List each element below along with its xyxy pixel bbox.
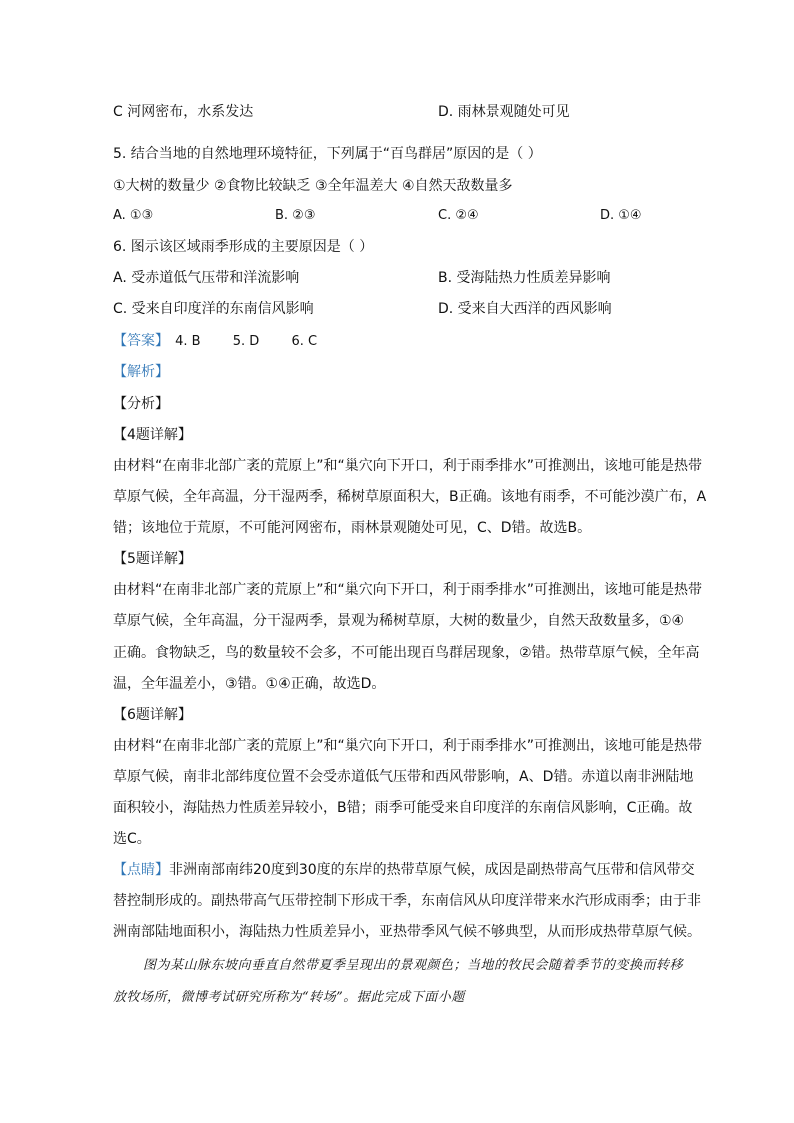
detail4-line-3: 错；该地位于荒原，不可能河网密布，雨林景观随处可见，C、D错。故选B。 bbox=[113, 520, 592, 536]
dianjing-tag: 【点睛】 bbox=[113, 862, 169, 878]
detail5-line-4: 温，全年温差小，③错。①④正确，故选D。 bbox=[113, 676, 386, 692]
q4-option-c: C 河网密布，水系发达 bbox=[113, 104, 254, 120]
q5-stem: 5. 结合当地的自然地理环境特征，下列属于“百鸟群居”原因的是（ ） bbox=[113, 146, 542, 162]
q5-option-c: C. ②④ bbox=[438, 208, 479, 223]
dianjing-line-1 bbox=[113, 860, 695, 880]
detail6-line-1: 由材料“在南非北部广袤的荒原上”和“巢穴向下开口，利于雨季排水”可推测出，该地可能是热带 bbox=[113, 738, 703, 754]
q4-option-d: D. 雨林景观随处可见 bbox=[438, 104, 570, 120]
q6-option-d: D. 受来自大西洋的西风影响 bbox=[438, 301, 612, 317]
material-line-1: 图为某山脉东坡向垂直自然带夏季呈现出的景观颜色；当地的牧民会随着季节的变换而转移 bbox=[143, 958, 684, 973]
dianjing-first: 非洲南部南纬20度到30度的东岸的热带草原气候，成因是副热带高气压带和信风带交 bbox=[169, 862, 695, 878]
detail6-line-4: 选C。 bbox=[113, 831, 151, 847]
detail5-line-2: 草原气候，全年高温，分干湿两季，景观为稀树草原，大树的数量少，自然天敌数量多，①④ bbox=[113, 613, 685, 629]
q6-stem: 6. 图示该区域雨季形成的主要原因是（ ） bbox=[113, 239, 374, 255]
detail6-tag: 【6题详解】 bbox=[113, 707, 192, 723]
fenxi-tag: 【分析】 bbox=[113, 396, 169, 412]
detail6-line-2: 草原气候，南非北部纬度位置不会受赤道低气压带和西风带影响，A、D错。赤道以南非洲陆地 bbox=[113, 769, 694, 785]
q6-option-b: B. 受海陆热力性质差异影响 bbox=[438, 270, 611, 286]
detail4-line-1: 由材料“在南非北部广袤的荒原上”和“巢穴向下开口，利于雨季排水”可推测出，该地可能是热带 bbox=[113, 458, 703, 474]
dianjing-line-3: 洲南部陆地面积小，海陆热力性质差异小，亚热带季风气候不够典型，从而形成热带草原气候。 bbox=[113, 924, 701, 940]
answer-5: 5. D bbox=[232, 334, 260, 349]
q5-option-d: D. ①④ bbox=[600, 208, 642, 223]
answer-tag: 【答案】 bbox=[113, 333, 169, 349]
q6-option-c: C. 受来自印度洋的东南信风影响 bbox=[113, 301, 314, 317]
detail4-tag: 【4题详解】 bbox=[113, 427, 192, 443]
dianjing-line-2: 替控制形成的。副热带高气压带控制下形成干季，东南信风从印度洋带来水汽形成雨季；由于非 bbox=[113, 893, 701, 909]
q6-option-a: A. 受赤道低气压带和洋流影响 bbox=[113, 270, 300, 286]
answer-4: 4. B bbox=[175, 334, 201, 349]
detail5-line-1: 由材料“在南非北部广袤的荒原上”和“巢穴向下开口，利于雨季排水”可推测出，该地可能是热带 bbox=[113, 582, 703, 598]
q5-option-b: B. ②③ bbox=[275, 208, 316, 223]
analysis-tag: 【解析】 bbox=[113, 364, 169, 380]
answer-line bbox=[113, 331, 345, 352]
detail5-tag: 【5题详解】 bbox=[113, 551, 192, 567]
detail4-line-2: 草原气候，全年高温，分干湿两季，稀树草原面积大，B正确。该地有雨季，不可能沙漠广布，A bbox=[113, 489, 707, 505]
material-line-2: 放牧场所，微博考试研究所称为“转场”。据此完成下面小题 bbox=[113, 990, 465, 1005]
answer-6: 6. C bbox=[291, 334, 318, 349]
q5-option-a: A. ①③ bbox=[113, 208, 154, 223]
q5-items: ①大树的数量少 ②食物比较缺乏 ③全年温差大 ④自然天敌数量多 bbox=[113, 178, 513, 194]
detail6-line-3: 面积较小，海陆热力性质差异较小，B错；雨季可能受来自印度洋的东南信风影响，C正确。故 bbox=[113, 800, 693, 816]
detail5-line-3: 正确。食物缺乏，鸟的数量较不会多，不可能出现百鸟群居现象，②错。热带草原气候，全年高 bbox=[113, 645, 700, 661]
